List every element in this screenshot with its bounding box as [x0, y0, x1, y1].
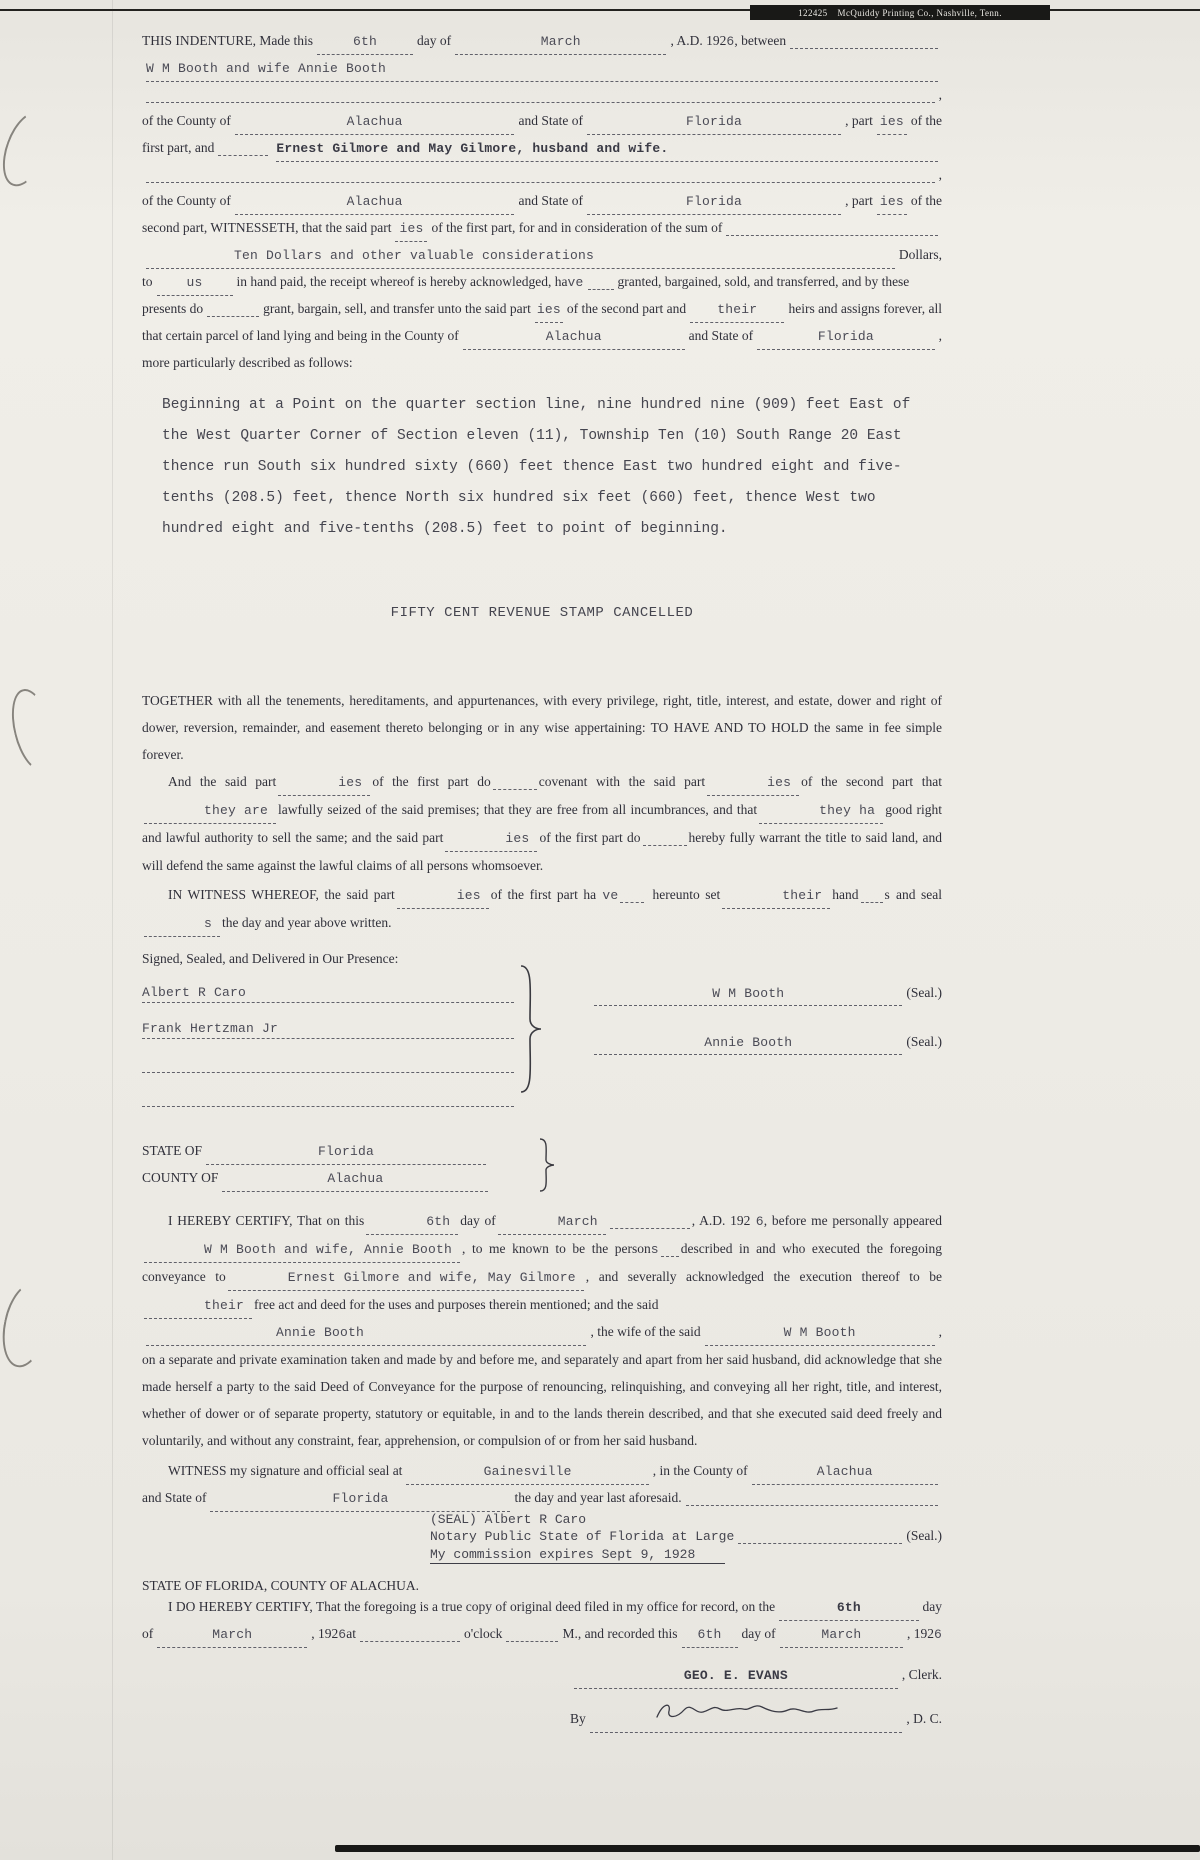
binder-mark-middle [4, 685, 61, 776]
fill-line [610, 1228, 690, 1229]
fill-line [779, 1594, 918, 1621]
printed-text: free act and deed for the uses and purposes therein mentioned; and the said [254, 1297, 659, 1312]
fill-line [780, 1621, 903, 1648]
witness-state-line [142, 1485, 942, 1512]
printed-text: of the County of [142, 113, 231, 128]
typed-they-ha: they ha [819, 803, 876, 818]
fill-line [146, 102, 935, 103]
indenture-opening-line [142, 28, 942, 55]
fill-line [661, 1256, 679, 1257]
printed-text: that certain parcel of land lying and being in the County of [142, 328, 459, 343]
printed-text: heirs and assigns forever, all [788, 301, 942, 316]
in-witness-paragraph [142, 881, 942, 937]
typed-year: 6 [726, 34, 735, 49]
typed-their: their [717, 302, 758, 317]
typed-ies: ies [505, 831, 530, 846]
printed-text: of the County of [142, 193, 231, 208]
fill-line [790, 48, 938, 49]
description-line: tenths (208.5) feet, thence North six hundred six feet (660) feet, thence West two [162, 490, 876, 506]
printed-text: of the second part that [801, 774, 942, 789]
county-state-line-2 [142, 188, 942, 215]
fill-line [146, 55, 938, 82]
fill-line [144, 1291, 252, 1319]
printed-text: , part [845, 113, 873, 128]
clerk-certify-line [142, 1594, 942, 1621]
typed-year: 6 [338, 1627, 347, 1642]
county-of-line [142, 1165, 534, 1192]
fill-line [144, 909, 220, 937]
fill-line [620, 902, 644, 903]
printed-text: , [938, 1324, 942, 1339]
fill-line [588, 289, 614, 290]
blank-line [142, 82, 942, 108]
fill-line [738, 1543, 902, 1544]
notary-seal-signature: (SEAL) Albert R Caro [430, 1512, 587, 1527]
presence-label: Signed, Sealed, and Delivered in Our Presence: [142, 951, 399, 966]
typed-ies: ies [338, 775, 363, 790]
seal-label: (Seal.) [906, 1528, 942, 1543]
printed-text: , before me personally appeared [763, 1213, 943, 1228]
typed-witness-name: Albert R Caro [142, 985, 247, 1000]
typed-month: March [821, 1627, 862, 1642]
fill-line [535, 296, 563, 323]
clerk-heading: STATE OF FLORIDA, COUNTY OF ALACHUA. [142, 1578, 420, 1593]
printed-text: hereunto set [652, 887, 721, 902]
description-line: Beginning at a Point on the quarter section line, nine hundred nine (909) feet East of [162, 397, 911, 413]
description-line: hundred eight and five-tenths (208.5) feet to point of beginning. [162, 521, 728, 537]
fill-line [406, 1458, 648, 1485]
printed-text: of the first part, for and in consideration of the sum of [431, 220, 723, 235]
typed-month: March [212, 1627, 253, 1642]
printed-text: described in and who executed the foregoing conveyance to [142, 1241, 942, 1284]
fill-line [707, 768, 799, 796]
fill-line [157, 269, 233, 296]
printed-text: and State of [518, 113, 583, 128]
fill-line [722, 881, 830, 909]
typed-signer-name: Annie Booth [704, 1035, 793, 1050]
printed-text: on a separate and private examination taken and made by and before me, and separately and apart from her said husband, did acknowledge that [142, 1352, 920, 1367]
printed-text: of [142, 1626, 154, 1641]
typed-s: s [204, 916, 213, 931]
fill-line [877, 108, 907, 135]
fill-line [726, 235, 938, 236]
typed-day: 6th [836, 1600, 861, 1615]
printer-stamp [750, 5, 1050, 20]
venue-section [142, 1137, 942, 1193]
printed-text: , between [734, 33, 787, 48]
notary-block [430, 1512, 942, 1564]
printed-text: lawfully seized of the said premises; that they are free from all incumbrances, and that [278, 802, 758, 817]
fill-line [366, 1207, 458, 1235]
printed-text: hereby fully warrant the title to said land, and will defend the same against the lawful claims of all persons whomsoever. [142, 830, 943, 873]
follows-line [142, 350, 942, 376]
printed-text: STATE OF [142, 1143, 203, 1158]
witness-seal-line [142, 1458, 942, 1485]
fill-line [144, 1235, 460, 1263]
printed-text: and State of [688, 328, 754, 343]
printed-text: day [922, 1599, 942, 1614]
curly-brace-icon [538, 1137, 556, 1193]
fill-line [397, 881, 489, 909]
typed-their: their [204, 1298, 245, 1313]
printed-text: of the first part do [372, 774, 491, 789]
typed-grantors: W M Booth and wife Annie Booth [146, 61, 387, 76]
revenue-stamp-note: FIFTY CENT REVENUE STAMP CANCELLED [390, 605, 694, 621]
printed-text: voluntarily, and without any constraint, fear, apprehension, or compulsion of or from her said husband. [142, 1433, 698, 1448]
seal-label: (Seal.) [906, 1034, 942, 1049]
printed-text: grant, bargain, sell, and transfer unto the said part [263, 301, 531, 316]
printed-text: more particularly described as follows: [142, 355, 353, 370]
printed-text: first part, and [142, 140, 215, 155]
printed-text: , A.D. 192 [691, 1213, 751, 1228]
in-hand-line [142, 269, 942, 296]
fill-line [877, 188, 907, 215]
fill-line [235, 108, 515, 135]
signature-section [142, 951, 942, 1107]
printed-text: , [938, 167, 942, 182]
printed-text: COUNTY OF [142, 1170, 219, 1185]
printed-text: , [938, 87, 942, 102]
printed-text: of the [910, 113, 942, 128]
fill-line [463, 323, 685, 350]
fill-line [445, 824, 537, 852]
grantor-signature-row [590, 981, 942, 1006]
fill-line [278, 768, 370, 796]
left-margin-rule [112, 0, 113, 1860]
typed-county: Alachua [545, 329, 602, 344]
fill-line [317, 28, 413, 55]
witness-signature-row [142, 982, 514, 1003]
property-description [162, 390, 942, 545]
typed-grantees: Ernest Gilmore and wife, May Gilmore [287, 1270, 576, 1285]
description-line: the West Quarter Corner of Section eleven (11), Township Ten (10) South Range 20 East [162, 428, 902, 444]
fill-line [587, 188, 841, 215]
description-line: thence run South six hundred sixty (660) feet thence East two hundred eight and five- [162, 459, 902, 475]
printed-text: hand [832, 887, 859, 902]
printed-text: presents do [142, 301, 204, 316]
typed-day: 6th [352, 34, 377, 49]
printed-text: she made herself a party to the said Deed of Conveyance for the purpose of renouncing, relinquishing, and conveying all her right, title, and interest, [142, 1352, 943, 1394]
fill-line [146, 242, 895, 269]
fill-line [207, 316, 259, 317]
typed-month: March [540, 34, 581, 49]
stamp-number: 122425 [798, 7, 828, 18]
typed-clerk-name: GEO. E. EVANS [683, 1668, 788, 1683]
witness-signature-row [142, 1018, 514, 1039]
typed-state: Florida [817, 329, 874, 344]
grantor-signature-row [590, 1030, 942, 1055]
printed-text: o'clock [464, 1626, 503, 1641]
blank-line [142, 162, 942, 188]
binder-mark-top [0, 106, 58, 193]
typed-they-are: they are [204, 803, 269, 818]
printed-text: covenant with the said part [538, 774, 706, 789]
typed-consideration: Ten Dollars and other valuable considerations [234, 248, 595, 263]
deed-body [142, 28, 942, 1733]
printed-text: IN WITNESS WHEREOF, the said part [168, 887, 395, 902]
typed-state: Florida [332, 1491, 389, 1506]
grantor-signatures-column [548, 951, 942, 1107]
typed-ies: ies [767, 775, 792, 790]
typed-day: 6th [426, 1214, 451, 1229]
printed-text: and State of [142, 1490, 207, 1505]
printed-text: and State of [518, 193, 583, 208]
fill-line [222, 1165, 488, 1192]
printed-text: , the wife of the said [590, 1324, 701, 1339]
printed-text: whether of dower or of separate property, statutory or equitable, in and to the lands therein described, and that she executed said deed freely and [142, 1406, 942, 1421]
grantors-line [142, 55, 942, 82]
printed-text: Dollars, [898, 247, 942, 262]
printed-text: and seal [895, 887, 943, 902]
typed-day: 6th [697, 1627, 722, 1642]
clerk-signature-block [570, 1662, 942, 1733]
fill-line [228, 1263, 584, 1291]
brace [534, 1137, 560, 1193]
consideration-line [142, 242, 942, 269]
typed-ies: ies [536, 302, 561, 317]
typed-ve: ve [567, 275, 584, 290]
typed-ies: ies [456, 888, 481, 903]
printed-text: in hand paid, the receipt whereof is hereby acknowledged, ha [236, 274, 568, 289]
clerk-certificate [142, 1578, 942, 1733]
printed-text: , to me known to be the person [462, 1241, 651, 1256]
printed-text: granted, bargained, sold, and transferred, and by these [617, 274, 910, 289]
printed-text: of the second part and [566, 301, 687, 316]
printed-text: TOGETHER with all the tenements, hereditaments, and appurtenances, with every privilege, right, title, interest, and estate, dower and right of dower, reversion, remainder, and easement thereto belonging or in any wise appertaining: TO HAVE AND TO HOLD the same in fee simple forever. [142, 693, 942, 762]
fill-line [590, 1699, 903, 1733]
fill-line [276, 135, 938, 162]
typed-month: March [557, 1214, 598, 1229]
fill-line [218, 155, 268, 156]
fill-line [395, 215, 427, 242]
county-state-line-1 [142, 108, 942, 135]
bottom-rule [335, 1845, 1200, 1852]
typed-state: Florida [318, 1144, 375, 1159]
witnesses-column [142, 951, 514, 1107]
fill-line [643, 845, 687, 846]
typed-state: Florida [686, 114, 743, 129]
typed-year: 6 [755, 1214, 764, 1229]
notary-title: Notary Public State of Florida at Large [430, 1529, 735, 1544]
presents-line [142, 296, 942, 323]
fill-line [594, 981, 902, 1006]
typed-ies: ies [399, 221, 424, 236]
printed-text: By [570, 1711, 586, 1726]
fill-line [752, 1458, 938, 1485]
printed-text: good right and lawful authority to sell the same; and the said part [142, 802, 943, 845]
printed-text: , 192 [906, 1626, 934, 1641]
typed-ies: ies [879, 194, 904, 209]
printed-text: second part, WITNESSETH, that the said part [142, 220, 392, 235]
notary-commission: My commission expires Sept 9, 1928 [430, 1547, 725, 1564]
clerk-recorded-line [142, 1621, 942, 1648]
typed-state: Florida [686, 194, 743, 209]
printed-text: I DO HEREBY CERTIFY, That the foregoing is a true copy of original deed filed in my office for record, on the [168, 1599, 776, 1614]
fill-line [506, 1641, 558, 1642]
curly-brace-icon [518, 963, 544, 1095]
witness-signature-row-empty [142, 1088, 514, 1107]
typed-names: W M Booth and wife, Annie Booth [204, 1242, 453, 1257]
stamp-printer-name: McQuiddy Printing Co., Nashville, Tenn. [837, 7, 1002, 18]
notary-title-row [430, 1528, 942, 1545]
examination-paragraph [142, 1346, 942, 1454]
acknowledgment-paragraph [142, 1207, 942, 1319]
printed-text: day of [416, 33, 452, 48]
fill-line [146, 182, 935, 183]
fill-line [157, 1621, 307, 1648]
fill-line [493, 789, 537, 790]
habendum-paragraph [142, 687, 942, 768]
fill-line [144, 796, 276, 824]
printed-text: , part [845, 193, 873, 208]
printed-text: THIS INDENTURE, Made this [142, 33, 313, 48]
deputy-clerk-handwritten-signature [651, 1699, 841, 1723]
seal-label: (Seal.) [906, 985, 942, 1000]
typed-grantees: Ernest Gilmore and May Gilmore, husband and wife. [276, 141, 669, 156]
typed-year: 6 [933, 1627, 942, 1642]
witness-signature-row-empty [142, 1054, 514, 1073]
fill-line [498, 1207, 606, 1235]
fill-line [235, 188, 515, 215]
printed-text: at [346, 1626, 357, 1641]
fill-line [360, 1641, 460, 1642]
printed-text: of the first part ha [490, 887, 597, 902]
venue-column [142, 1138, 534, 1192]
clerk-name-line [570, 1662, 942, 1689]
typed-ies: ies [879, 114, 904, 129]
fill-line [455, 28, 666, 55]
fill-line [705, 1319, 935, 1346]
printed-text: s [884, 887, 890, 902]
typed-us: us [186, 275, 203, 290]
typed-s: s [650, 1242, 659, 1257]
state-of-line [142, 1138, 534, 1165]
wife-line [142, 1319, 942, 1346]
printed-text: of the [910, 193, 942, 208]
printed-text: , in the County of [652, 1463, 748, 1478]
printed-text: the day and year last aforesaid. [514, 1490, 682, 1505]
printed-text: I HEREBY CERTIFY, That on this [168, 1213, 365, 1228]
fill-line [759, 796, 883, 824]
parcel-line [142, 323, 942, 350]
fill-line [594, 1030, 902, 1055]
printed-text: of the first part do [539, 830, 641, 845]
clerk-label: , Clerk. [901, 1667, 942, 1682]
typed-county: Alachua [816, 1464, 873, 1479]
typed-their: their [782, 888, 823, 903]
fill-line [682, 1621, 738, 1648]
typed-witness-name: Frank Hertzman Jr [142, 1021, 279, 1036]
covenant-paragraph [142, 768, 942, 879]
printed-text: day of [741, 1626, 776, 1641]
typed-ve: ve [602, 888, 619, 903]
grantees-line [142, 135, 942, 162]
typed-signer-name: W M Booth [712, 986, 785, 1001]
witnesseth-line [142, 215, 942, 242]
fill-line [861, 902, 883, 903]
typed-city: Gainesville [483, 1464, 572, 1479]
fill-line [206, 1138, 486, 1165]
fill-line [757, 323, 934, 350]
typed-wife-name: Annie Booth [276, 1325, 365, 1340]
printed-text: day of [460, 1213, 496, 1228]
typed-county: Alachua [327, 1171, 384, 1186]
binder-mark-bottom [0, 1278, 56, 1371]
deputy-line [570, 1699, 942, 1733]
typed-husband-name: W M Booth [783, 1325, 856, 1340]
fill-line [210, 1485, 510, 1512]
printed-text: , and severally acknowledged the execution thereof to be [585, 1269, 943, 1284]
printed-text: , [938, 328, 942, 343]
printed-text: , D. C. [906, 1711, 942, 1726]
fill-line [146, 1319, 586, 1346]
typed-county: Alachua [346, 194, 403, 209]
fill-line [587, 108, 841, 135]
printed-text: WITNESS my signature and official seal at [168, 1463, 403, 1478]
printed-text: And the said part [168, 774, 277, 789]
printed-text: , 192 [311, 1626, 339, 1641]
fill-line [690, 296, 784, 323]
printed-text: , A.D. 192 [670, 33, 727, 48]
fill-line [574, 1662, 898, 1689]
printed-text: M., and recorded this [562, 1626, 678, 1641]
fill-line [686, 1505, 938, 1506]
brace [514, 951, 548, 1107]
printed-text: to [142, 274, 153, 289]
typed-county: Alachua [346, 114, 403, 129]
printed-text: the day and year above written. [222, 915, 392, 930]
